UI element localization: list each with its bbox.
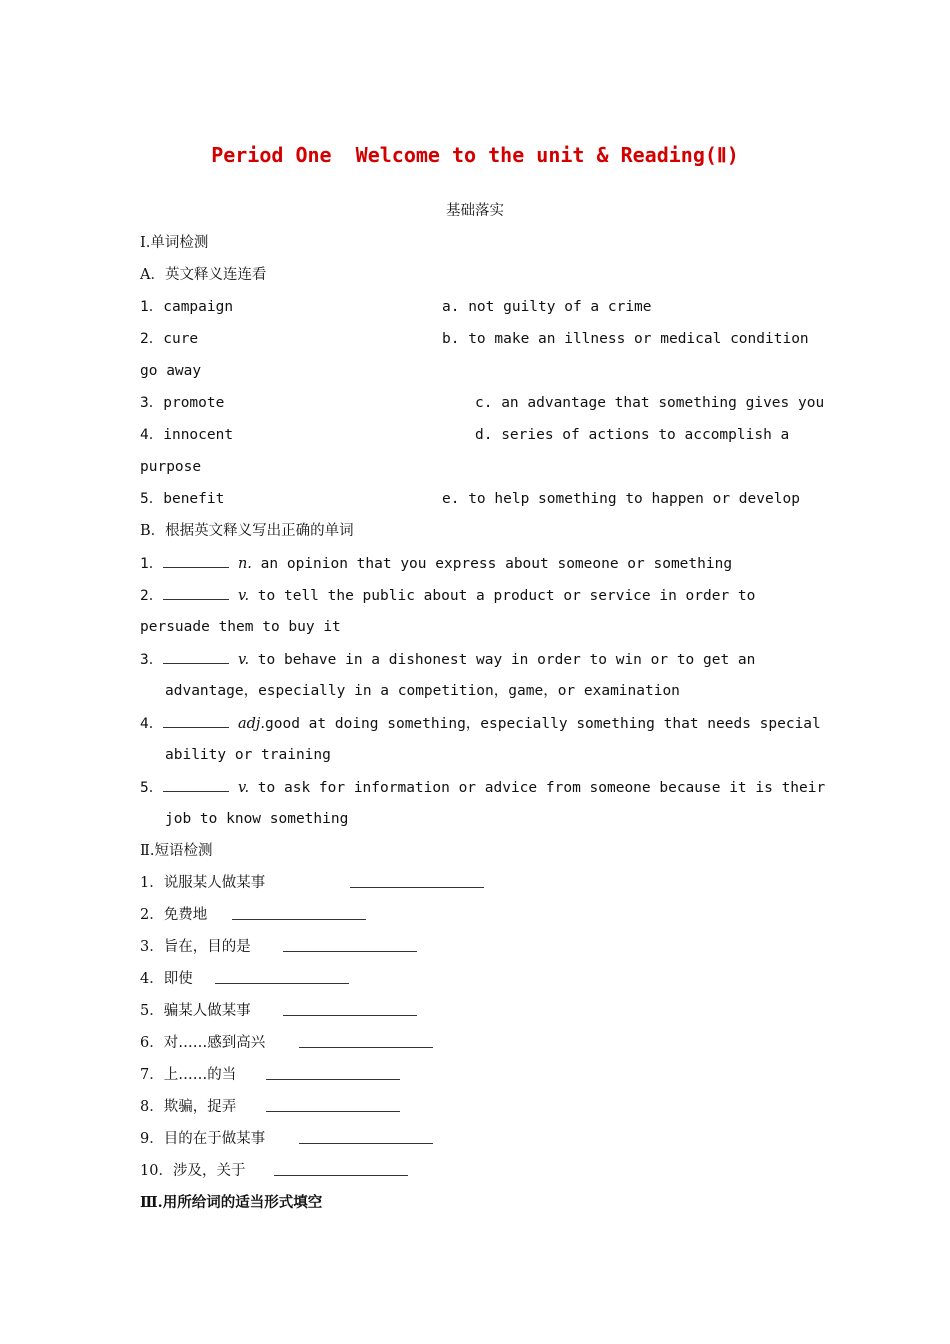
phrase-item: 3．旨在，目的是 (140, 939, 251, 955)
answer-blank[interactable] (215, 969, 349, 984)
part3-heading: Ⅲ.用所给词的适当形式填空 (140, 1194, 323, 1211)
answer-blank[interactable] (163, 777, 229, 792)
page-title: Period One Welcome to the unit & Reading(Ⅱ) (211, 143, 739, 167)
answer-blank[interactable] (274, 1161, 408, 1176)
part1-subA: A．英文释义连连看 (140, 267, 267, 283)
definition-item: e. to help something to happen or develop (442, 491, 800, 507)
word-item: 1．campaign (140, 299, 234, 315)
answer-blank[interactable] (232, 905, 366, 920)
phrase-item: 6．对……感到高兴 (140, 1035, 266, 1051)
definition-item: a. not guilty of a crime (442, 299, 652, 315)
phrase-item: 10．涉及，关于 (140, 1163, 246, 1179)
answer-blank[interactable] (299, 1033, 433, 1048)
definition-question: 1． n. an opinion that you express about someone or something (140, 553, 732, 574)
phrase-item: 9．目的在于做某事 (140, 1131, 266, 1147)
answer-blank[interactable] (163, 713, 229, 728)
definition-item: b. to make an illness or medical condition (442, 331, 809, 347)
phrase-item: 4．即使 (140, 971, 193, 987)
part2-heading: Ⅱ.短语检测 (140, 843, 213, 859)
word-item: 4．innocent (140, 427, 234, 443)
answer-blank[interactable] (266, 1065, 400, 1080)
definition-item: c. an advantage that something gives you (475, 395, 825, 411)
definition-continuation: job to know something (165, 811, 349, 827)
answer-blank[interactable] (283, 1001, 417, 1016)
answer-blank[interactable] (163, 649, 229, 664)
word-item: 3．promote (140, 395, 225, 411)
phrase-item: 2．免费地 (140, 907, 208, 923)
phrase-item: 8．欺骗，捉弄 (140, 1099, 237, 1115)
phrase-item: 7．上……的当 (140, 1067, 237, 1083)
definition-question: 4． adj.good at doing something，especially something that needs special (140, 713, 821, 734)
answer-blank[interactable] (163, 585, 229, 600)
definition-item: d. series of actions to accomplish a (475, 427, 790, 443)
definition-wrap: purpose (140, 459, 202, 475)
definition-question: 3． v. to behave in a dishonest way in order to win or to get an (140, 649, 755, 670)
section-header: 基础落实 (446, 203, 504, 219)
phrase-item: 1．说服某人做某事 (140, 875, 266, 891)
answer-blank[interactable] (266, 1097, 400, 1112)
answer-blank[interactable] (299, 1129, 433, 1144)
answer-blank[interactable] (163, 553, 229, 568)
word-item: 5．benefit (140, 491, 225, 507)
answer-blank[interactable] (283, 937, 417, 952)
word-item: 2．cure (140, 331, 199, 347)
phrase-item: 5．骗某人做某事 (140, 1003, 251, 1019)
definition-question: 2． v. to tell the public about a product or service in order to (140, 585, 755, 606)
definition-continuation: advantage，especially in a competition，game，or examination (165, 683, 680, 699)
definition-continuation: ability or training (165, 747, 331, 763)
definition-question: 5． v. to ask for information or advice from someone because it is their (140, 777, 825, 798)
definition-wrap: go away (140, 363, 202, 379)
part1-subB: B．根据英文释义写出正确的单词 (140, 523, 354, 539)
answer-blank[interactable] (350, 873, 484, 888)
part1-heading: Ⅰ.单词检测 (140, 235, 209, 251)
definition-continuation: persuade them to buy it (140, 619, 341, 635)
